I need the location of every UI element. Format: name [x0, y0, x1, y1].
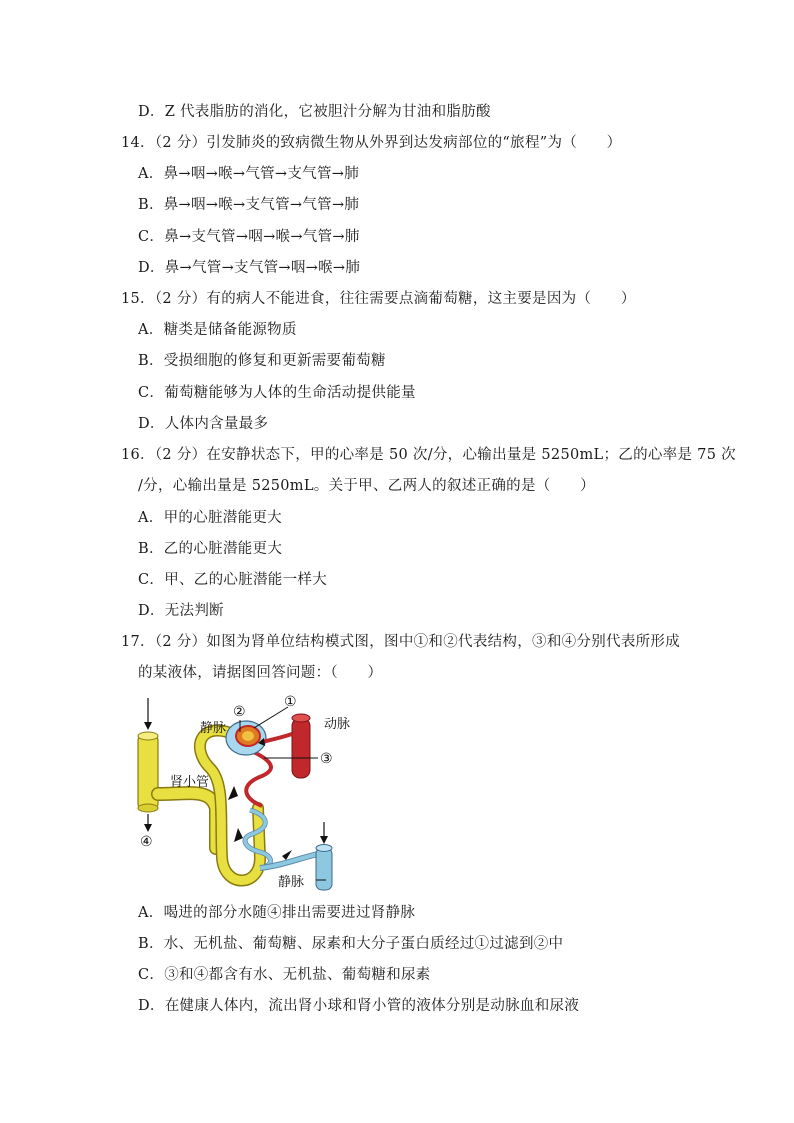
option-14-b: B．鼻→咽→喉→支气管→气管→肺	[138, 197, 360, 213]
option-17-a: A．喝进的部分水随④排出需要进过肾静脉	[138, 905, 416, 921]
option-15-c: C．葡萄糖能够为人体的生命活动提供能量	[138, 385, 416, 401]
question-16-cont: /分，心输出量是 5250mL。关于甲、乙两人的叙述正确的是（ ）	[138, 478, 595, 494]
option-16-b: B．乙的心脏潜能更大	[138, 541, 283, 557]
label-vein-bottom: 静脉	[278, 875, 305, 890]
option-14-a: A．鼻→咽→喉→气管→支气管→肺	[138, 166, 360, 182]
option-16-a: A．甲的心脏潜能更大	[138, 510, 282, 526]
option-15-d: D．人体内含量最多	[138, 416, 269, 432]
option-15-a: A．糖类是储备能源物质	[138, 322, 297, 338]
label-vein-top: 静脉	[200, 721, 227, 736]
question-17: 17．（2 分）如图为肾单位结构模式图，图中①和②代表结构，③和④分别代表所形成	[121, 634, 681, 650]
option-14-d: D．鼻→气管→支气管→咽→喉→肺	[138, 260, 361, 276]
question-16: 16．（2 分）在安静状态下，甲的心率是 50 次/分，心输出量是 5250mL；乙的心率是 75 次	[121, 447, 736, 463]
option-16-d: D．无法判断	[138, 603, 224, 619]
renal-artery	[292, 718, 310, 778]
question-14: 14．（2 分）引发肺炎的致病微生物从外界到达发病部位的“旅程”为（ ）	[121, 135, 622, 151]
renal-vein	[316, 848, 332, 890]
option-16-c: C．甲、乙的心脏潜能一样大	[138, 572, 327, 588]
option-17-c: C．③和④都含有水、无机盐、葡萄糖和尿素	[138, 967, 431, 983]
option-14-c: C．鼻→支气管→咽→喉→气管→肺	[138, 229, 360, 245]
question-17-cont: 的某液体，请据图回答问题：（ ）	[138, 665, 383, 681]
option-d-prev: D．Z 代表脂肪的消化，它被胆汁分解为甘油和脂肪酸	[138, 104, 491, 120]
option-15-b: B．受损细胞的修复和更新需要葡萄糖	[138, 353, 386, 369]
nephron-figure	[130, 688, 360, 898]
mark-1: ①	[284, 694, 297, 710]
mark-3: ③	[320, 751, 333, 767]
mark-2: ②	[233, 704, 246, 720]
label-artery: 动脉	[324, 717, 351, 732]
option-17-b: B．水、无机盐、葡萄糖、尿素和大分子蛋白质经过①过滤到②中	[138, 936, 564, 952]
option-17-d: D．在健康人体内，流出肾小球和肾小管的液体分别是动脉血和尿液	[138, 998, 580, 1014]
label-tubule: 肾小管	[170, 775, 210, 790]
question-15: 15．（2 分）有的病人不能进食，往往需要点滴葡萄糖，这主要是因为（ ）	[121, 291, 636, 307]
mark-4: ④	[140, 834, 153, 850]
